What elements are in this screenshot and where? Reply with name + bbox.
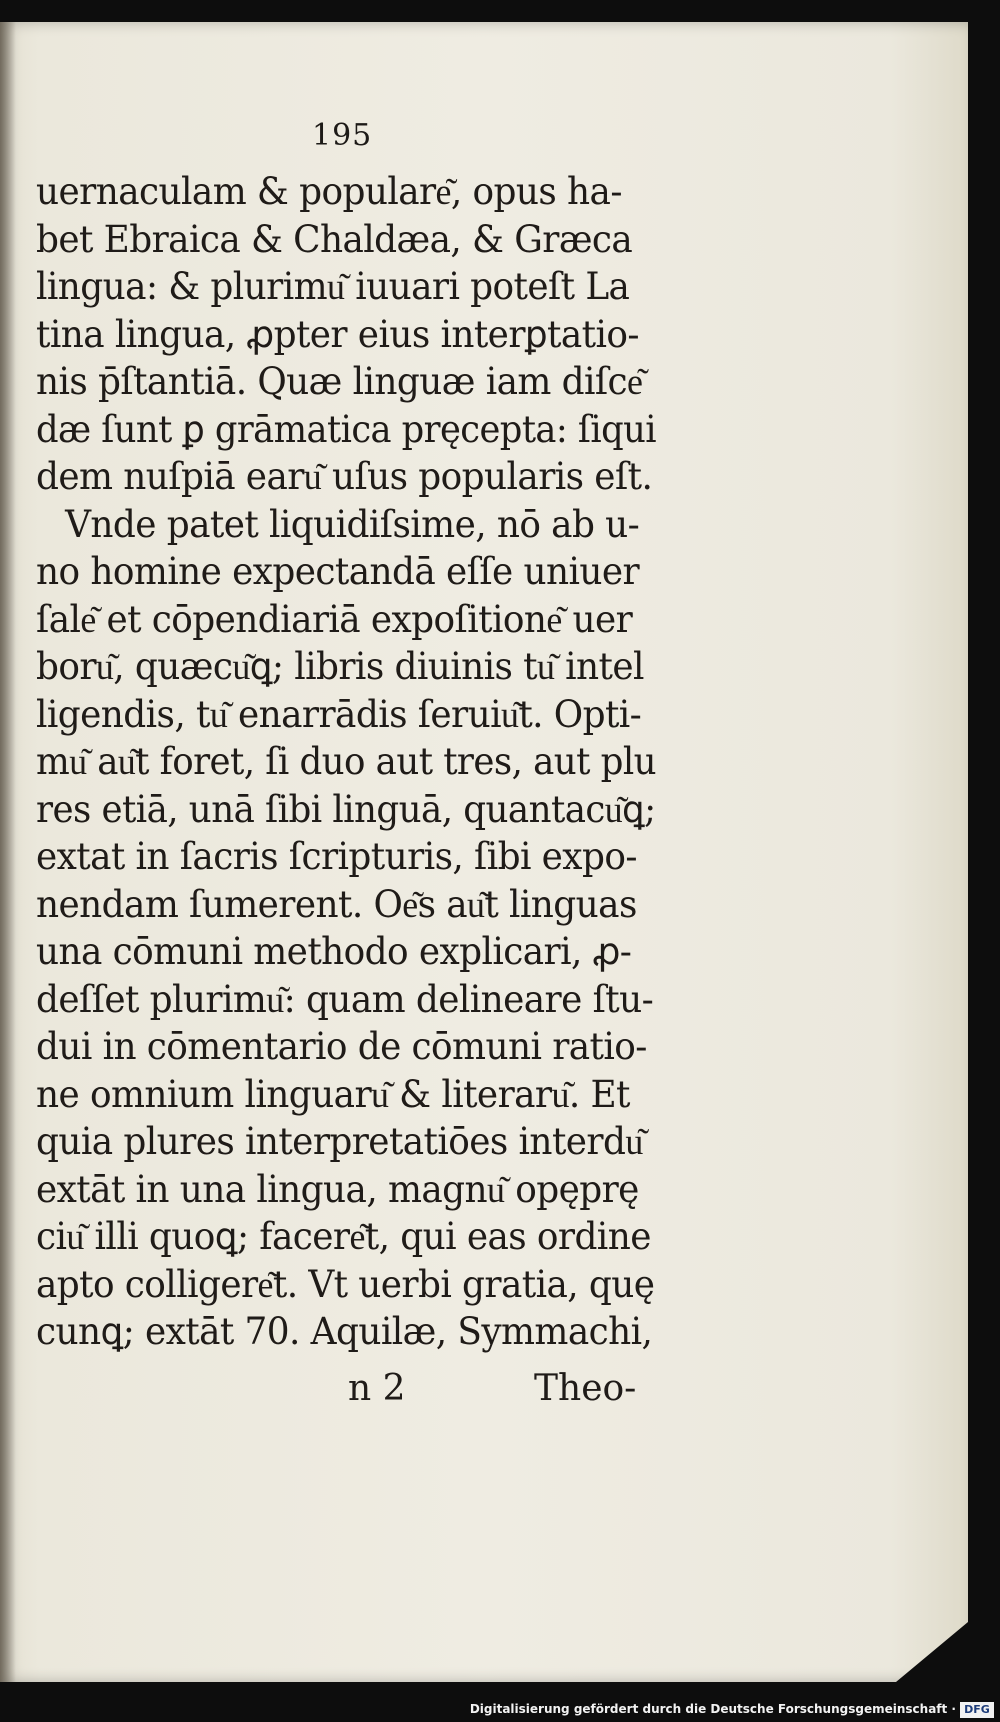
text-line: quia plures interpretatiōes interdu͂	[36, 1120, 643, 1163]
text-line: no homine expectandā eſſe uniuer	[36, 550, 640, 593]
page-number: 195	[312, 118, 373, 153]
text-line: res etiā, unā ſibi linguā, quantacu͂ꝗ;	[36, 787, 656, 831]
text-line: una cōmuni methodo explicari, ꝓ-	[36, 930, 632, 973]
text-line: extat in ſacris ſcripturis, ſibi expo-	[36, 835, 637, 878]
text-line: lingua: & plurimu͂ iuuari poteſt La	[36, 265, 630, 308]
paragraph-start-line: Vnde patet liquidiſsime, nō ab u-	[65, 502, 640, 546]
text-line: bet Ebraica & Chaldæa, & Græca	[36, 217, 633, 261]
text-line: cunꝗ; extāt 70. Aquilæ, Symmachi,	[36, 1310, 653, 1353]
text-line: nendam ſumerent. Oe͂s au͂t linguas	[36, 882, 637, 926]
book-page	[0, 22, 968, 1682]
signature-mark: n 2	[348, 1368, 406, 1409]
text-line: mu͂ au͂t foret, ſi duo aut tres, aut plu	[36, 740, 657, 783]
text-line: tina lingua, ꝓpter eius interꝑtatio-	[36, 312, 639, 356]
text-line: extāt in una lingua, magnu͂ opęprę	[36, 1167, 639, 1211]
catchword-line	[36, 1368, 676, 1412]
page-corner-fold	[896, 1622, 968, 1682]
gutter-shadow	[0, 22, 16, 1682]
text-line: deſſet plurimu͂: quam delineare ſtu-	[36, 977, 654, 1021]
catchword: Theo-	[534, 1368, 637, 1409]
text-line: apto colligere͂t. Vt uerbi gratia, quę	[36, 1262, 655, 1306]
text-line: uernaculam & populare͂, opus ha-	[36, 170, 622, 213]
text-line: dem nuſpiā earu͂ uſus popularis eſt.	[36, 455, 653, 498]
text-line: ſale͂ et cōpendiariā expoſitione͂ uer	[36, 597, 633, 641]
funding-note: Digitalisierung gefördert durch die Deutsche Forschungsgemeinschaft ·	[469, 1702, 956, 1716]
text-block	[36, 168, 676, 1356]
dfg-logo: DFG	[960, 1702, 994, 1718]
text-line: ne omnium linguaru͂ & literaru͂. Et	[36, 1072, 630, 1116]
text-line: ligendis, tu͂ enarrādis ſeruiu͂t. Opti-	[36, 692, 642, 736]
text-line: ciu͂ illi quoꝗ; facere͂t, qui eas ordine	[36, 1215, 651, 1258]
text-line: nis p̄ſtantiā. Quæ linguæ iam diſce͂	[36, 360, 643, 403]
text-line: dui in cōmentario de cōmuni ratio-	[36, 1025, 647, 1068]
text-line: boru͂, quæcu͂ꝗ; libris diuinis tu͂ intel	[36, 645, 644, 688]
text-line: dæ ſunt ꝑ grāmatica pręcepta: ſiqui	[36, 407, 656, 451]
